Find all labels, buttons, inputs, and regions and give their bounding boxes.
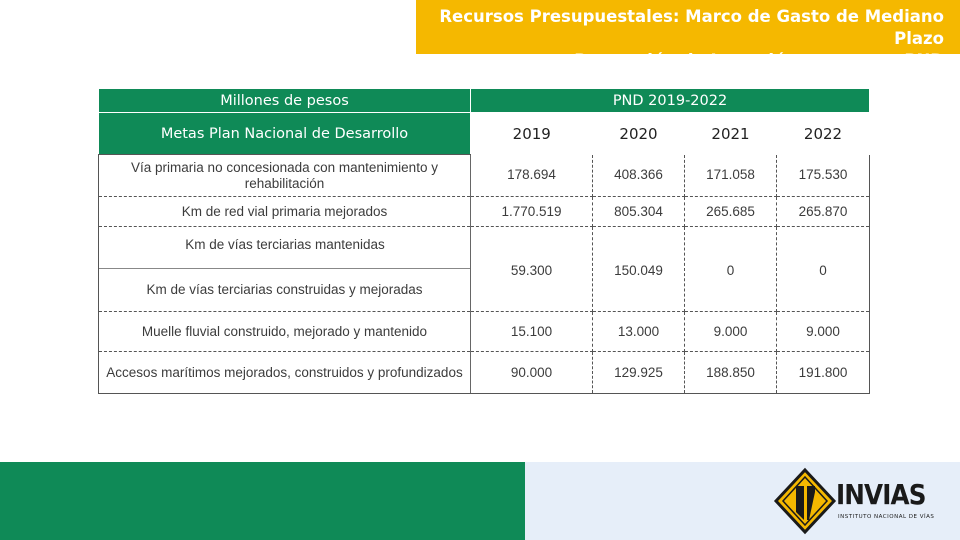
value-cell: 15.100 [471,312,593,352]
footer-green-band [0,462,525,540]
value-cell: 59.300 [471,227,593,312]
year-header: 2022 [803,124,843,143]
table-row [99,352,870,394]
title-line-2: Plazo [894,29,944,48]
table-header-row [99,89,870,113]
value-cell: 805.304 [593,197,685,227]
value-cell: 9.000 [685,312,777,352]
units-header: Millones de pesos [99,89,471,113]
period-header: PND 2019-2022 [471,89,870,113]
goal-cell [99,227,471,312]
title-line-3: Proyección de Inversión con metas PND [574,51,944,70]
value-cell: 265.685 [685,197,777,227]
value-cell: 171.058 [685,155,777,197]
goal-cell: Accesos marítimos mejorados, construidos y profundizados [99,352,471,394]
goal-cell: Vía primaria no concesionada con mantenimiento y rehabilitación [99,155,471,197]
value-cell: 0 [777,227,870,312]
logo-wordmark: INVIAS [836,478,926,511]
goal-text: Km de vías terciarias mantenidas [99,227,471,269]
value-cell: 178.694 [471,155,593,197]
years-header-row [99,113,870,155]
value-cell: 1.770.519 [471,197,593,227]
value-cell: 265.870 [777,197,870,227]
logo-subtitle: INSTITUTO NACIONAL DE VÍAS [838,514,935,520]
title-line-1: Recursos Presupuestales: Marco de Gasto de Mediano [439,7,944,26]
budget-table [98,88,870,394]
value-cell: 188.850 [685,352,777,394]
table-row [99,155,870,197]
value-cell: 0 [685,227,777,312]
goal-cell: Km de red vial primaria mejorados [99,197,471,227]
value-cell: 129.925 [593,352,685,394]
table-row [99,227,870,312]
year-header: 2021 [711,124,750,143]
value-cell: 408.366 [593,155,685,197]
road-sign-icon [774,468,836,534]
value-cell: 90.000 [471,352,593,394]
value-cell: 150.049 [593,227,685,312]
value-cell: 175.530 [777,155,870,197]
slide-title [416,0,960,70]
goals-header: Metas Plan Nacional de Desarrollo [99,113,471,155]
value-cell: 191.800 [777,352,870,394]
goal-cell: Muelle fluvial construido, mejorado y mantenido [99,312,471,352]
value-cell: 13.000 [593,312,685,352]
year-header: 2019 [512,124,551,143]
value-cell: 9.000 [777,312,870,352]
table-row [99,312,870,352]
table-row [99,197,870,227]
goal-text: Km de vías terciarias construidas y mejoradas [146,282,423,297]
invias-logo [774,468,934,534]
year-header: 2020 [619,124,658,143]
